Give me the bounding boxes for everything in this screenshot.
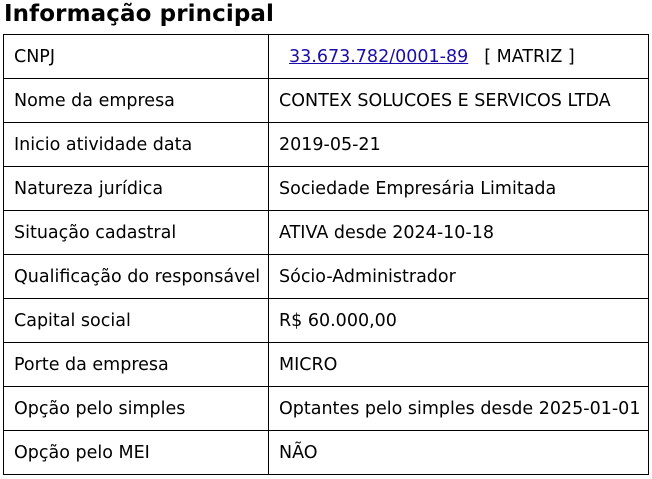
table-row-natureza-juridica <box>4 167 649 211</box>
row-value: NÃO <box>269 431 649 475</box>
table-row-porte <box>4 343 649 387</box>
matriz-tag: [ MATRIZ ] <box>484 46 575 67</box>
table-row-cnpj <box>4 35 649 79</box>
row-label: CNPJ <box>4 35 269 79</box>
table-row-capital-social <box>4 299 649 343</box>
row-label: Natureza jurídica <box>4 167 269 211</box>
row-value: CONTEX SOLUCOES E SERVICOS LTDA <box>269 79 649 123</box>
row-value <box>269 35 649 79</box>
table-row-inicio-atividade <box>4 123 649 167</box>
row-label: Inicio atividade data <box>4 123 269 167</box>
table-row-nome-empresa <box>4 79 649 123</box>
row-value: Sócio-Administrador <box>269 255 649 299</box>
row-label: Opção pelo MEI <box>4 431 269 475</box>
table-row-qualificacao <box>4 255 649 299</box>
row-value: Optantes pelo simples desde 2025-01-01 <box>269 387 649 431</box>
table-row-opcao-mei <box>4 431 649 475</box>
row-value: Sociedade Empresária Limitada <box>269 167 649 211</box>
table-row-opcao-simples <box>4 387 649 431</box>
row-label: Nome da empresa <box>4 79 269 123</box>
row-value: R$ 60.000,00 <box>269 299 649 343</box>
company-info-table <box>3 34 649 475</box>
table-row-situacao-cadastral <box>4 211 649 255</box>
row-value: MICRO <box>269 343 649 387</box>
row-label: Qualificação do responsável <box>4 255 269 299</box>
row-label: Situação cadastral <box>4 211 269 255</box>
row-label: Opção pelo simples <box>4 387 269 431</box>
row-value: 2019-05-21 <box>269 123 649 167</box>
row-value: ATIVA desde 2024-10-18 <box>269 211 649 255</box>
cnpj-link[interactable]: 33.673.782/0001-89 <box>289 46 469 67</box>
section-title: Informação principal <box>4 1 274 27</box>
row-label: Capital social <box>4 299 269 343</box>
row-label: Porte da empresa <box>4 343 269 387</box>
